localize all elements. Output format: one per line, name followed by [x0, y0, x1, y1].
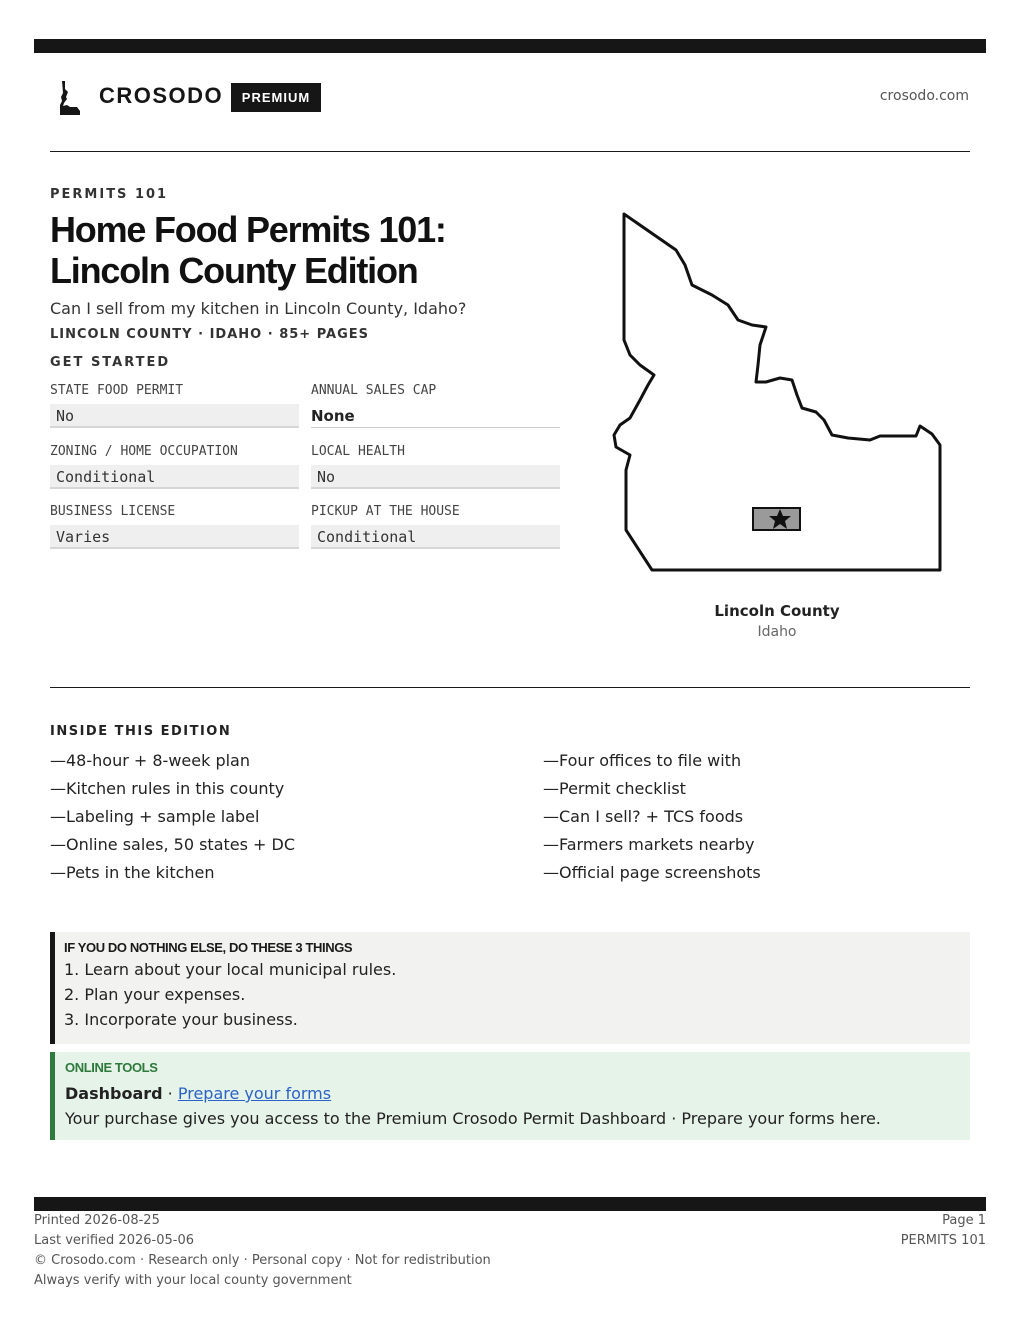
callout-title: IF YOU DO NOTHING ELSE, DO THESE 3 THINGS — [64, 940, 353, 955]
field-label: LOCAL HEALTH — [311, 444, 405, 459]
page-title: Home Food Permits 101: Lincoln County Edition — [50, 209, 446, 291]
state-map — [610, 208, 948, 578]
idaho-state-icon — [58, 79, 82, 115]
field-business-license — [50, 504, 299, 549]
field-label: ANNUAL SALES CAP — [311, 383, 437, 398]
toc-left — [50, 747, 490, 887]
toc-right — [543, 747, 983, 887]
toc-item: —Pets in the kitchen — [50, 863, 215, 882]
field-annual-sales-cap — [311, 383, 560, 428]
disclaimer: Always verify with your local county government — [34, 1273, 352, 1288]
callout-item: 3. Incorporate your business. — [64, 1010, 298, 1029]
field-value: No — [311, 465, 560, 489]
subtitle: Can I sell from my kitchen in Lincoln County, Idaho? — [50, 299, 467, 318]
dashboard-label[interactable]: Dashboard — [65, 1084, 163, 1103]
verified-date: Last verified 2026-05-06 — [34, 1233, 194, 1248]
toc-item: —Official page screenshots — [543, 863, 761, 882]
map-county-name: Lincoln County — [714, 602, 840, 620]
tools-links — [65, 1083, 970, 1105]
tools-title: ONLINE TOOLS — [65, 1060, 158, 1075]
toc-item: —Online sales, 50 states + DC — [50, 835, 296, 854]
inside-edition-title: INSIDE THIS EDITION — [50, 724, 232, 739]
footer-left — [34, 1211, 491, 1291]
toc-item: —Can I sell? + TCS foods — [543, 807, 744, 826]
copyright: © Crosodo.com · Research only · Personal copy · Not for redistribution — [34, 1253, 491, 1268]
field-value: Conditional — [50, 465, 299, 489]
separator: · — [162, 1084, 178, 1103]
eyebrow: PERMITS 101 — [50, 187, 169, 202]
field-zoning — [50, 444, 299, 489]
toc-item: —Kitchen rules in this county — [50, 779, 285, 798]
edition-meta: LINCOLN COUNTY · IDAHO · 85+ PAGES — [50, 327, 370, 342]
map-state-name: Idaho — [757, 624, 797, 640]
page-number: Page 1 — [942, 1213, 986, 1228]
field-value: Varies — [50, 525, 299, 549]
footer-section: PERMITS 101 — [900, 1233, 986, 1248]
printed-date: Printed 2026-08-25 — [34, 1213, 160, 1228]
field-value: None — [311, 404, 560, 428]
footer-right — [901, 1211, 986, 1251]
toc-item: —48-hour + 8-week plan — [50, 751, 250, 770]
bottom-bar — [34, 1197, 986, 1211]
top-bar — [34, 39, 986, 53]
site-url[interactable]: crosodo.com — [879, 88, 969, 104]
field-label: PICKUP AT THE HOUSE — [311, 504, 460, 519]
field-label: ZONING / HOME OCCUPATION — [50, 444, 238, 459]
field-label: BUSINESS LICENSE — [50, 504, 176, 519]
three-things-callout — [50, 932, 970, 1044]
header-divider — [50, 151, 970, 152]
callout-item: 1. Learn about your local municipal rules. — [64, 960, 397, 979]
field-value: No — [50, 404, 299, 428]
toc-item: —Permit checklist — [543, 779, 686, 798]
premium-badge: PREMIUM — [231, 83, 321, 112]
brand-name: CROSODO — [99, 83, 224, 108]
field-state-food-permit — [50, 383, 299, 428]
tools-description: Your purchase gives you access to the Premium Crosodo Permit Dashboard · Prepare your forms here. — [65, 1109, 881, 1128]
field-local-health — [311, 444, 560, 489]
callout-item: 2. Plan your expenses. — [64, 985, 246, 1004]
online-tools-callout — [50, 1052, 970, 1140]
prepare-forms-link[interactable]: Prepare your forms — [177, 1084, 332, 1103]
field-label: STATE FOOD PERMIT — [50, 383, 184, 398]
section-label-get-started: GET STARTED — [50, 355, 171, 370]
field-pickup — [311, 504, 560, 549]
toc-item: —Labeling + sample label — [50, 807, 260, 826]
toc-item: —Farmers markets nearby — [543, 835, 755, 854]
toc-item: —Four offices to file with — [543, 751, 742, 770]
section-divider — [50, 687, 970, 688]
field-value: Conditional — [311, 525, 560, 549]
